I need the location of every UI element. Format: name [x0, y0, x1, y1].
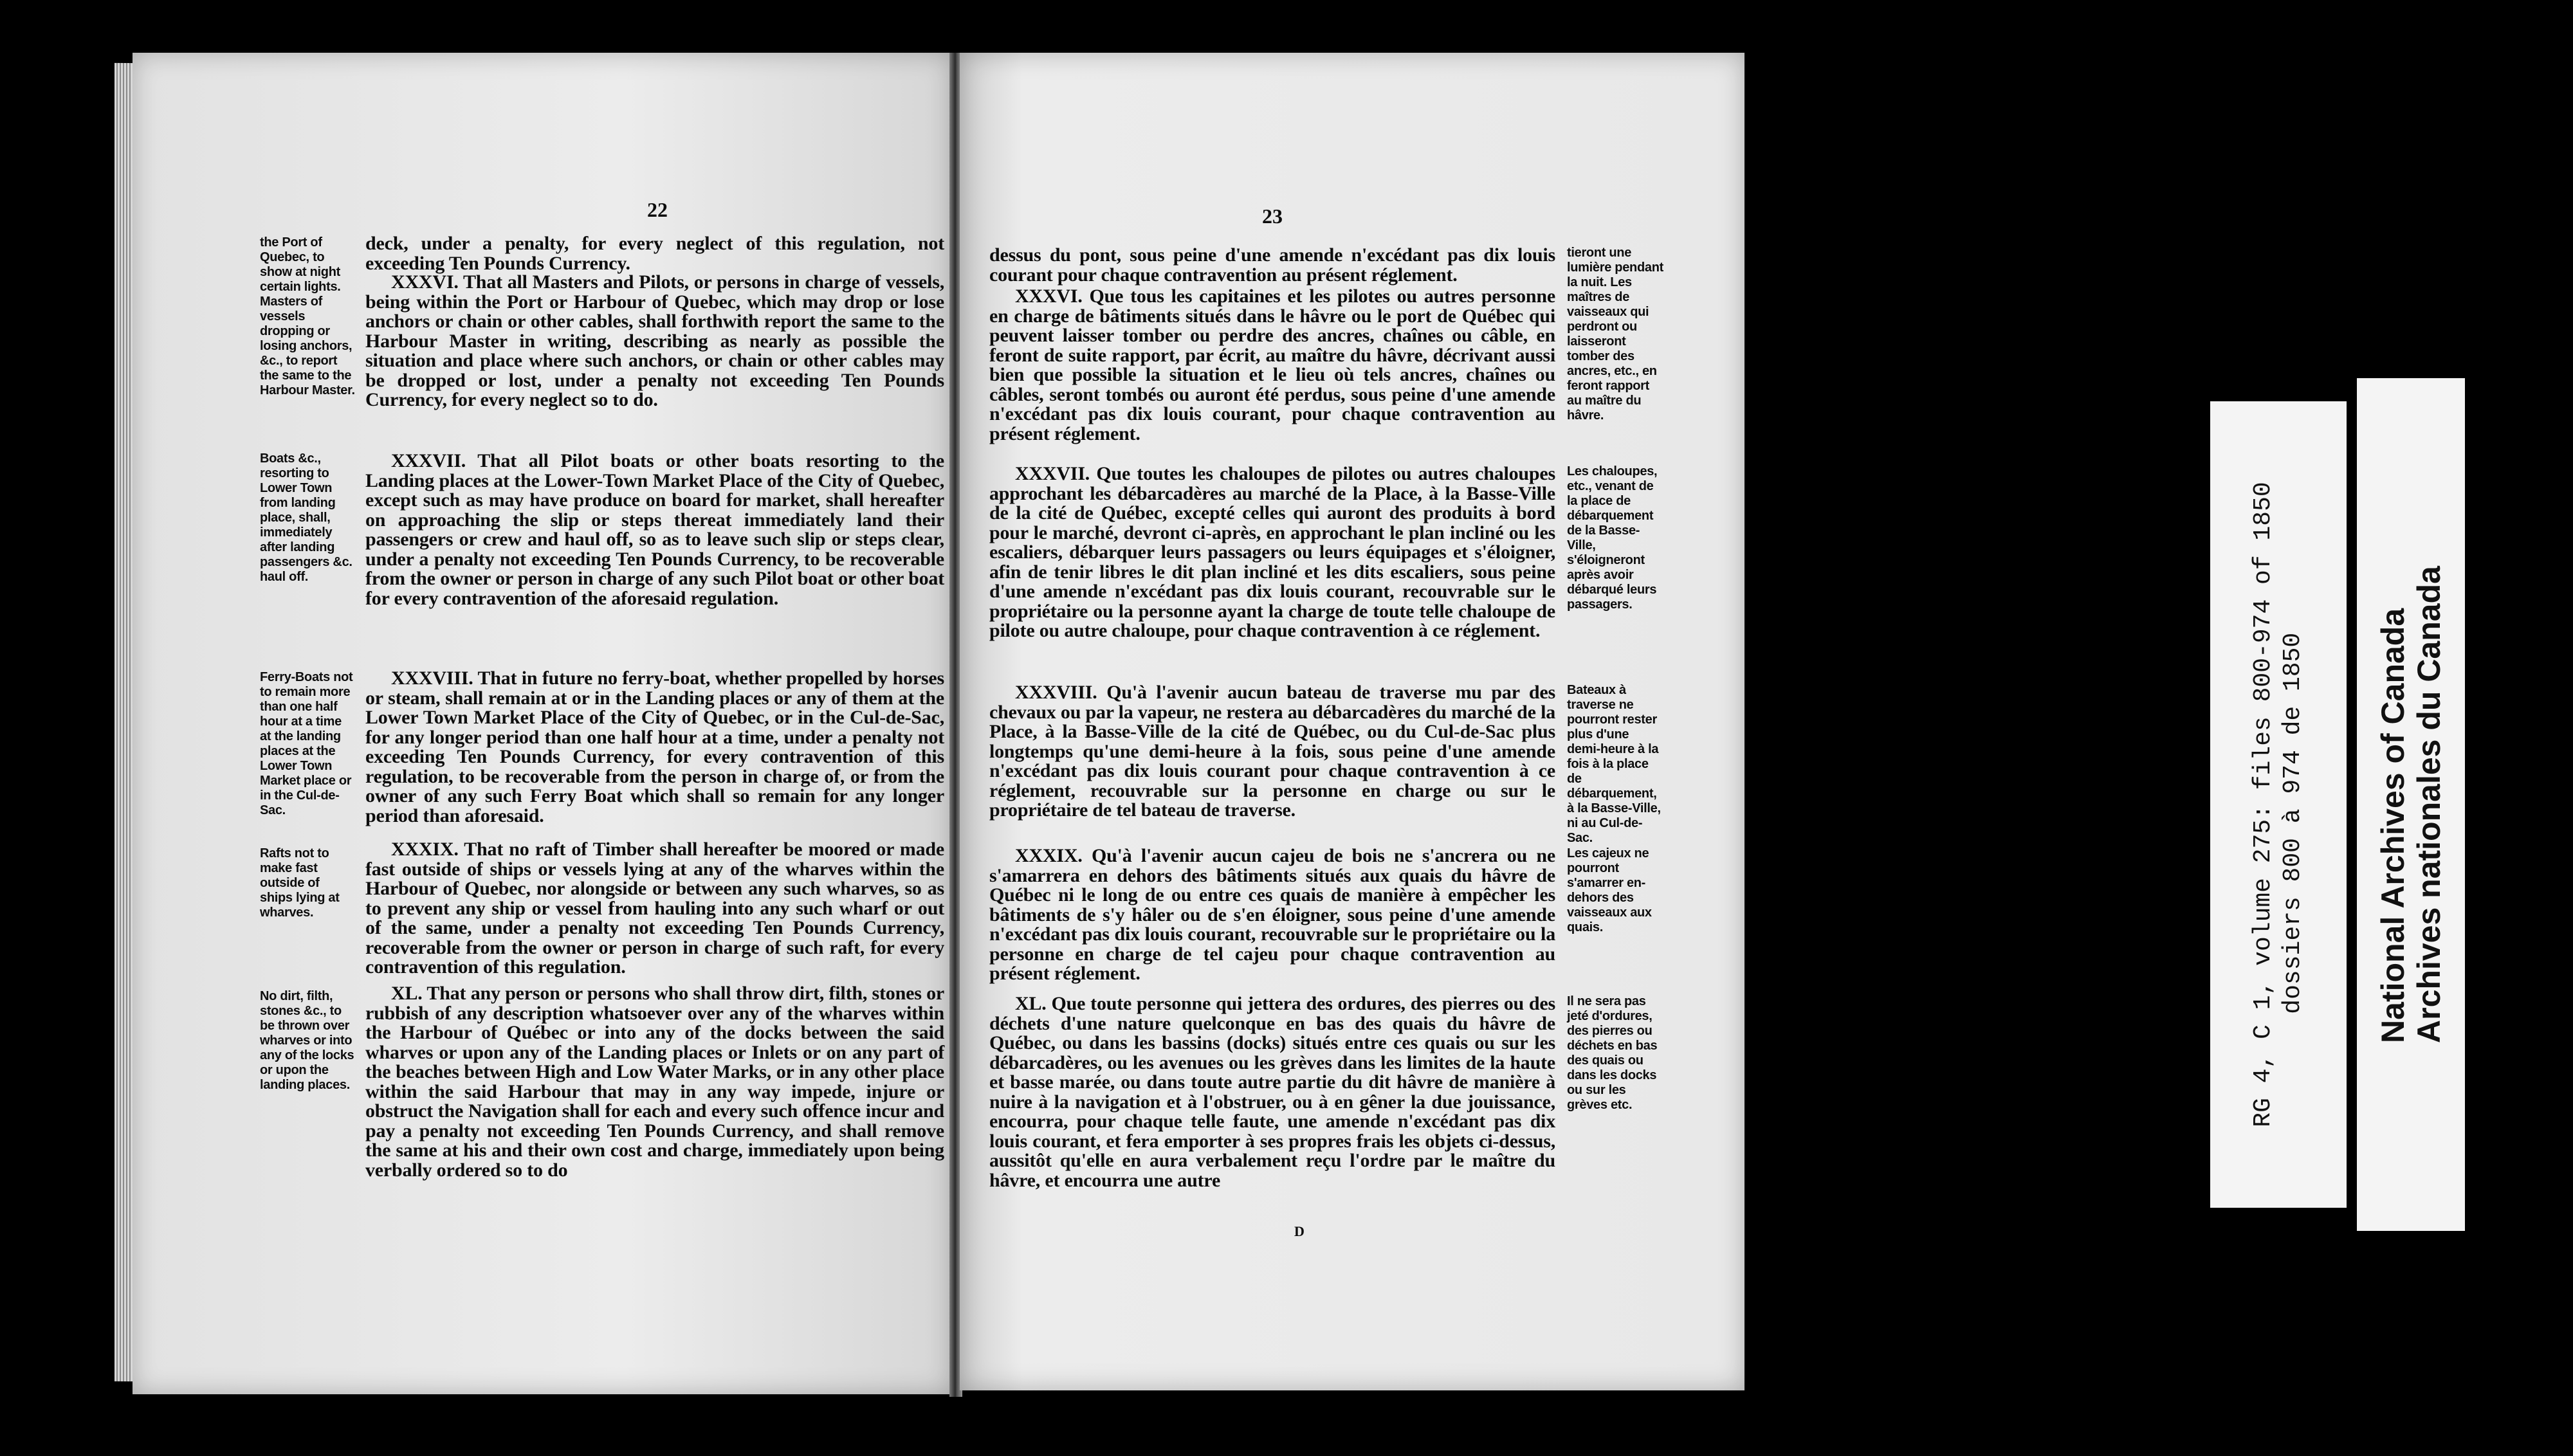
paragraph: XXXIX. That no raft of Timber shall hereafter be moored or made fast outside of ships or vessels lying at any of the wharves within the Harbour of Quebec, nor alongside or between any such wharves, so as to prevent any ship or vessel from hauling into any such wharf or out of the same, under a penalty not exceeding Ten Pounds Currency, recoverable from the owner or person in charge of such raft, for every contravention of this regulation. — [365, 839, 944, 978]
paragraph: deck, under a penalty, for every neglect of this regulation, not exceeding Ten Pounds Currency. — [365, 233, 944, 274]
margin-note: Rafts not to make fast outside of ships lying at wharves. — [260, 846, 340, 920]
paragraph: XL. That any person or persons who shall throw dirt, filth, stones or rubbish of any description whatsoever over any of the wharves within the Harbour of Québec or into any of the docks between the said wharves or upon any of the Landing places or Inlets or on any part of the beaches between High and Low Water Marks, or in any other place within the said Harbour that may in any way impede, injure or obstruct the Navigation shall for each and every such offence incur and pay a penalty not exceeding Ten Pounds Currency, and shall remove the same at his and their own cost and charge, immediately upon being verbally ordered so to do — [365, 983, 944, 1181]
margin-note: No dirt, filth, stones &c., to be thrown over wharves or into any of the locks or upon the landing places. — [260, 989, 354, 1092]
margin-note: Bateaux à traverse ne pourront rester plus d'une demi-heure à la fois à la place de débarquement, à la Basse-Ville, ni au Cul-de-Sac. — [1567, 683, 1661, 845]
paragraph: dessus du pont, sous peine d'une amende n'excédant pas dix louis courant pour chaque contravention au présent réglement. — [989, 244, 1555, 286]
paragraph: XL. Que toute personne qui jettera des ordures, des pierres ou des déchets d'une nature quelconque en bas des quais du hâvre de Québec, ou dans les bassins (docks) situés entre ces quais ou sur les débarcadères, ou les avenues ou les grèves dans les limites de la haute et basse marée, ou dans toute autre partie du dit hâvre de manière à nuire à la navigation et à l'obstruer, ou à en gêner la due jouissance, encourra, pour chaque telle faute, une amende n'excédant pas dix louis courant, et fera emporter à ses propres frais les objets ci-dessus, aussitôt qu'elle en aura verbalement reçu l'ordre par le maître du hâvre, et encourra une autre — [989, 993, 1555, 1191]
paragraph: XXXVIII. Qu'à l'avenir aucun bateau de traverse mu par des chevaux ou par la vapeur, ne restera au débarcadères du marché de la Place, à la Basse-Ville de la cité de Québec, ou du Cul-de-Sac plus longtemps qu'une demi-heure à la fois, sous peine d'une amende n'excédant pas dix louis courant pour chaque contravention à ce réglement, recouvrable sur la personne en charge ou sur le propriétaire de tel bateau de traverse. — [989, 682, 1556, 821]
margin-note: the Port of Quebec, to show at night certain lights. Masters of vessels dropping or losing anchors, &c., to report the same to the Harbour Master. — [260, 235, 355, 397]
signature-mark: D — [1294, 1223, 1305, 1239]
paragraph: XXXVII. Que toutes les chaloupes de pilotes ou autres chaloupes approchant les débarcadères au marché de la Place, à la Basse-Ville de la cité de Québec, excepté celles qui auront des produits à bord pour le marché, devront ci-après, en approchant le plan incliné ou les escaliers, débarquer leurs passagers ou leurs équipages et s'éloigner, afin de tenir libres le dit plan incliné et les dits escaliers, sous peine d'une amende n'excédant pas dix louis courant, recouvrable sur le propriétaire ou la personne ayant la charge de toute telle chaloupe de pilote ou autre chaloupe, pour chaque contravention à ce réglement. — [989, 463, 1555, 641]
page-number: 22 — [647, 198, 668, 221]
institution-name-fr: Archives nationales du Canada — [2411, 566, 2447, 1043]
margin-note: Boats &c., resorting to Lower Town from landing place, shall, immediately after landing passengers &c. haul off. — [260, 451, 353, 584]
margin-note: tieront une lumière pendant la nuit. Les maîtres de vaisseaux qui perdront ou laisseront tomber des ancres, etc., en feront rapport au maître du hâvre. — [1567, 246, 1663, 423]
institution-name-en: National Archives of Canada — [2375, 608, 2411, 1043]
margin-note: Il ne sera pas jeté d'ordures, des pierres ou déchets en bas des quais ou dans les docks ou sur les grèves etc. — [1567, 994, 1658, 1112]
margin-note: Les cajeux ne pourront s'amarrer en-dehors des vaisseaux aux quais. — [1567, 846, 1652, 934]
paragraph: XXXVII. That all Pilot boats or other boats resorting to the Landing places at the Lower-Town Market Place of the City of Quebec, except such as may have produce on board for market, shall hereafter on approaching the slip or steps thereat immediately land their passengers or crew and haul off, so as to leave such slip or steps clear, under a penalty not exceeding Ten Pounds Currency, to be recoverable from the owner or person in charge of any such Pilot boat or other boat for every contravention of the aforesaid regulation. — [365, 450, 944, 609]
paragraph: XXXIX. Qu'à l'avenir aucun cajeu de bois ne s'ancrera ou ne s'amarrera en dehors des bâtiments situés aux quais du hâvre de Québec ni le long de ou entre ces quais de manière à empêcher les bâtiments de s'y hâler ou de s'en éloigner, sous peine d'une amende n'excédant pas dix louis courant, recouvrable sur le propriétaire ou la personne en charge de tel cajeu pour chaque contravention au présent réglement. — [989, 845, 1555, 984]
reference-line-2: dossiers 800 à 974 de 1850 — [2279, 632, 2307, 1014]
margin-note: Ferry-Boats not to remain more than one half hour at a time at the landing places at the Lower Town Market place or in the Cul-de-Sac. — [260, 670, 353, 817]
right-page — [960, 53, 1744, 1390]
paragraph: XXXVI. Que tous les capitaines et les pilotes ou autres personne en charge de bâtiments situés dans le hâvre ou le port de Québec qui peuvent laisser tomber ou perdre des ancres, chaînes ou câble, en feront de suite rapport, par écrit, au maître du hâvre, décrivant aussi bien que possible la situation et le lieu où tels ancres, chaînes ou câbles, seront tombés ou auront été perdus, sous peine d'une amende n'excédant pas dix louis courant, pour chaque contravention au présent réglement. — [989, 286, 1555, 444]
paragraph: XXXVIII. That in future no ferry-boat, whether propelled by horses or steam, shall remain at or in the Landing places or any of them at the Lower Town Market Place of the City of Quebec, or in the Cul-de-Sac, for any longer period than one half hour at a time, under a penalty not exceeding Ten Pounds Currency, for every contravention of this regulation, to be recoverable from the person in charge of, or from the owner of any such Ferry Boat which shall so remain for any longer period than aforesaid. — [365, 668, 944, 826]
archive-reference-card — [2210, 401, 2347, 1208]
paragraph: XXXVI. That all Masters and Pilots, or persons in charge of vessels, being within the Port or Harbour of Quebec, which may drop or lose anchors or chain or other cables, shall forthwith report the same to the Harbour Master in writing, describing as nearly as possible the situation and place where such anchors, or chain or other cables may be dropped or lost, under a penalty not exceeding Ten Pounds Currency, for every neglect so to do. — [365, 271, 944, 410]
left-page — [133, 53, 952, 1394]
margin-note: Les chaloupes, etc., venant de la place de débarquement de la Basse-Ville, s'éloigneront après avoir débarqué leurs passagers. — [1567, 464, 1658, 612]
scanned-book — [114, 53, 1752, 1397]
reference-line-1: RG 4, C 1, volume 275: files 800-974 of 1850 — [2249, 482, 2277, 1127]
archive-institution-card — [2357, 378, 2465, 1231]
page-number: 23 — [1262, 205, 1283, 228]
